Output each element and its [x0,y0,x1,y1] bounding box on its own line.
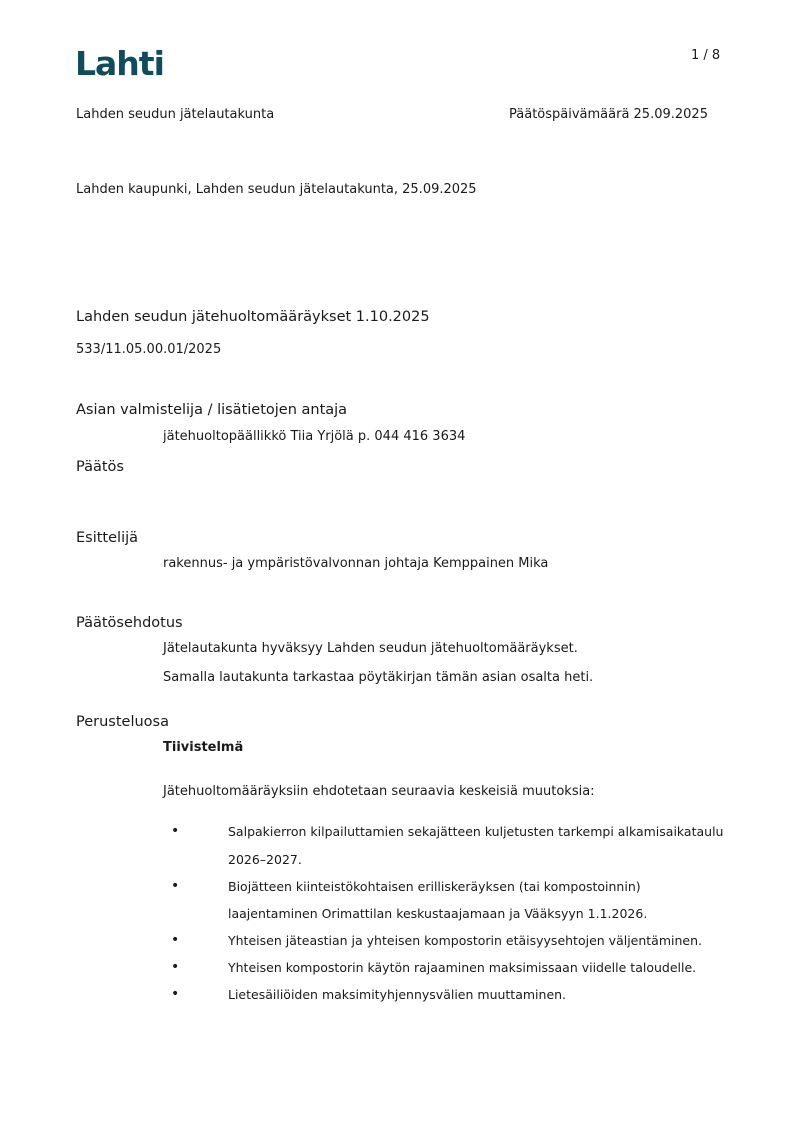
reasoning-heading: Perusteluosa [76,714,169,730]
document-title: Lahden seudun jätehuoltomääräykset 1.10.2025 [76,309,430,325]
preparer-heading: Asian valmistelija / lisätietojen antaja [76,402,348,418]
summary-item-continuation: laajentaminen Orimattilan keskustaajamaan ja Vääksyyn 1.1.2026. [228,906,648,921]
bullet-marker: • [171,986,180,1002]
preparer-text: jätehuoltopäällikkö Tiia Yrjölä p. 044 416 3634 [163,429,466,444]
summary-item: Yhteisen kompostorin käytön rajaaminen maksimissaan viidelle taloudelle. [228,960,697,975]
page-number: 1 / 8 [691,48,721,63]
bullet-marker: • [171,932,180,948]
summary-item-continuation: 2026–2027. [228,852,302,867]
proposal-heading: Päätösehdotus [76,615,183,631]
summary-item: Salpakierron kilpailuttamien sekajätteen kuljetusten tarkempi alkamisaikataulu [228,824,724,839]
bullet-marker: • [171,878,180,894]
summary-item: Biojätteen kiinteistökohtaisen erilliskeräyksen (tai kompostoinnin) [228,879,641,894]
proposal-line: Jätelautakunta hyväksyy Lahden seudun jätehuoltomääräykset. [163,641,578,656]
summary-item: Lietesäiliöiden maksimityhjennysvälien muuttaminen. [228,987,567,1002]
diary-number: 533/11.05.00.01/2025 [76,342,222,357]
summary-intro: Jätehuoltomääräyksiin ehdotetaan seuraavia keskeisiä muutoksia: [163,784,595,799]
decision-heading: Päätös [76,459,124,475]
lahti-logo: Lahti [75,44,164,83]
summary-item: Yhteisen jäteastian ja yhteisen kompostorin etäisyysehtojen väljentäminen. [228,933,703,948]
presenter-heading: Esittelijä [76,530,139,546]
proposal-line: Samalla lautakunta tarkastaa pöytäkirjan tämän asian osalta heti. [163,670,594,685]
presenter-text: rakennus- ja ympäristövalvonnan johtaja Kemppainen Mika [163,556,549,571]
organization-name: Lahden seudun jätelautakunta [76,107,275,122]
decision-date: Päätöspäivämäärä 25.09.2025 [509,107,708,122]
meeting-line: Lahden kaupunki, Lahden seudun jätelautakunta, 25.09.2025 [76,182,477,197]
bullet-marker: • [171,959,180,975]
summary-title: Tiivistelmä [163,740,244,755]
bullet-marker: • [171,823,180,839]
